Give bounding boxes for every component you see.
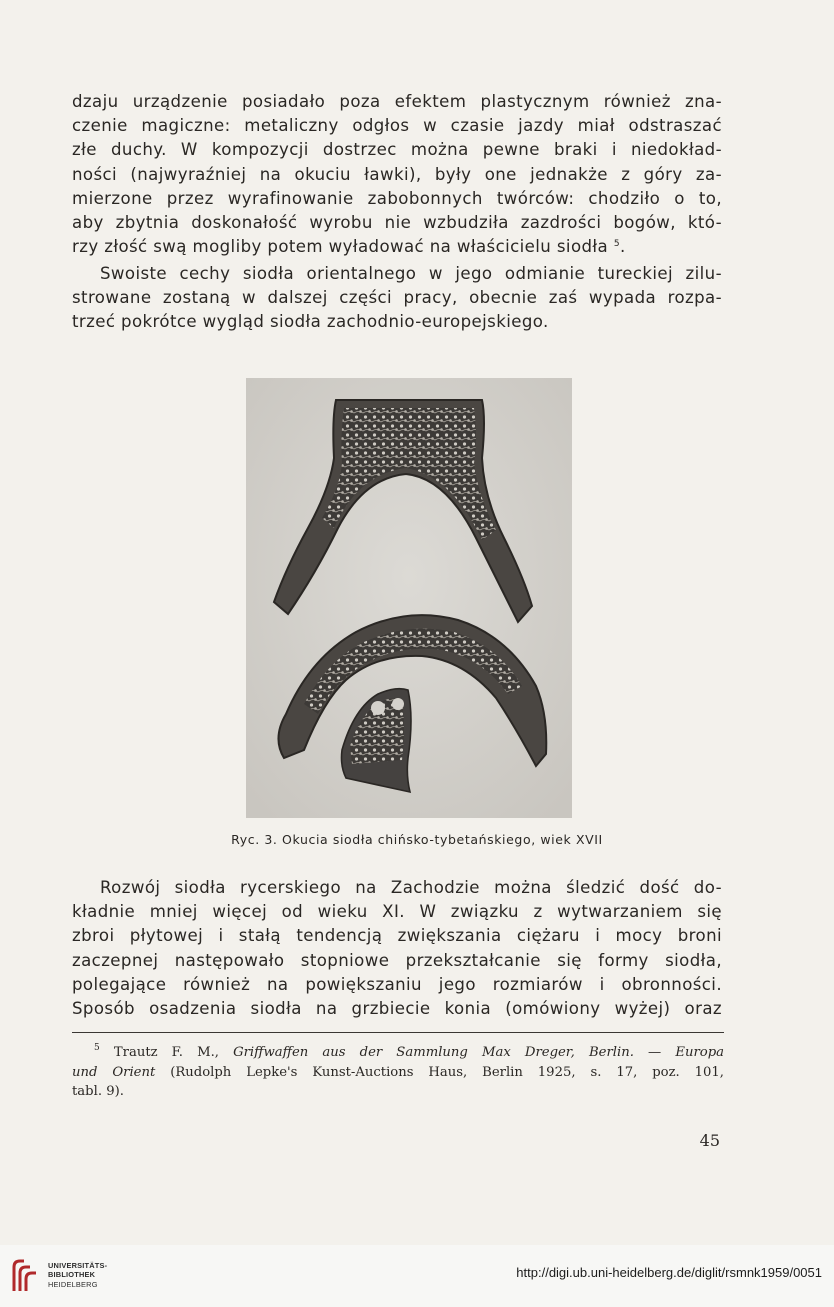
text-line: kładnie mniej więcej od wieku XI. W związku z wytwarzaniem się (72, 902, 722, 922)
library-logo-icon (10, 1257, 40, 1295)
library-name-line: BIBLIOTHEK (48, 1270, 96, 1280)
library-name-line: UNIVERSITÄTS- (48, 1261, 108, 1270)
footnote-divider (72, 1032, 724, 1033)
saddle-fittings-illustration (246, 378, 572, 818)
text-line: ności (najwyraźniej na okuciu ławki), były one jednakże z góry za- (72, 164, 722, 184)
text-line: zbroi płytowej i stałą tendencją zwiększania ciężaru i mocy broni (72, 926, 722, 946)
footnote-title2-cont: und Orient (72, 1064, 156, 1080)
text-line: Swoiste cechy siodła orientalnego w jego odmianie tureckiej zilu- (100, 264, 722, 283)
text-line: trzeć pokrótce wygląd siodła zachodnio-europejskiego. (72, 312, 549, 332)
text-line: polegające również na powiększaniu jego rozmiarów i obronności. (72, 974, 722, 994)
paragraph-1 (72, 90, 722, 259)
footer-bar (0, 1245, 834, 1307)
footnote-line (72, 1063, 724, 1083)
sentence-end: . (619, 237, 626, 257)
footnote-line: tabl. 9). (72, 1084, 124, 1099)
text-line: czenie magiczne: metaliczny odgłos w czasie jazdy miał odstraszać (72, 116, 722, 136)
footnote-reference: 5 (613, 239, 620, 250)
footnote-line (72, 1043, 724, 1063)
text-line: złe duchy. W kompozycji dostrzec można pewne braki i niedokład- (72, 140, 722, 160)
text-line-content: rzy złość swą mogliby potem wyładować na właścicielu siodła (72, 237, 609, 257)
text-line: Sposób osadzenia siodła na grzbiecie konia (omówiony wyżej) oraz (72, 999, 722, 1019)
footnote-number: 5 (94, 1043, 100, 1053)
footnote-publisher: (Rudolph Lepke's Kunst-Auctions Haus, Berlin 1925, s. 17, poz. 101, (170, 1064, 724, 1080)
text-line: Rozwój siodła rycerskiego na Zachodzie można śledzić dość do- (100, 878, 722, 897)
text-line: mierzone przez wyrafinowanie zabobonnych twórców: chodziło o to, (72, 188, 722, 208)
text-line: dzaju urządzenie posiadało poza efektem plastycznym również zna- (72, 92, 722, 111)
page-number: 45 (699, 1131, 720, 1150)
source-url-link[interactable]: http://digi.ub.uni-heidelberg.de/diglit/rsmnk1959/0051 (516, 1265, 822, 1280)
footnote-dash: — (648, 1045, 662, 1060)
text-line: strowane zostaną w dalszej części pracy, obecnie zaś wypada rozpa- (72, 288, 722, 308)
footnote-title2: Europa (675, 1045, 724, 1060)
figure-photo (246, 378, 572, 818)
library-name-line: HEIDELBERG (48, 1279, 98, 1289)
paragraph-2 (72, 262, 722, 335)
footnote (72, 1043, 724, 1102)
paragraph-3 (72, 876, 722, 1021)
text-line: zaczepnej następowało stopniowe przekształcanie się formy siodła, (72, 950, 722, 970)
figure-caption: Ryc. 3. Okucia siodła chińsko-tybetańskiego, wiek XVII (231, 832, 603, 847)
footnote-title: Griffwaffen aus der Sammlung Max Dreger, Berlin. (233, 1045, 634, 1060)
text-line: aby zbytnia doskonałość wyrobu nie wzbudziła zazdrości bogów, któ- (72, 213, 722, 233)
text-line (72, 235, 722, 259)
footnote-author: Trautz F. M., (113, 1045, 219, 1060)
library-name (48, 1261, 107, 1289)
